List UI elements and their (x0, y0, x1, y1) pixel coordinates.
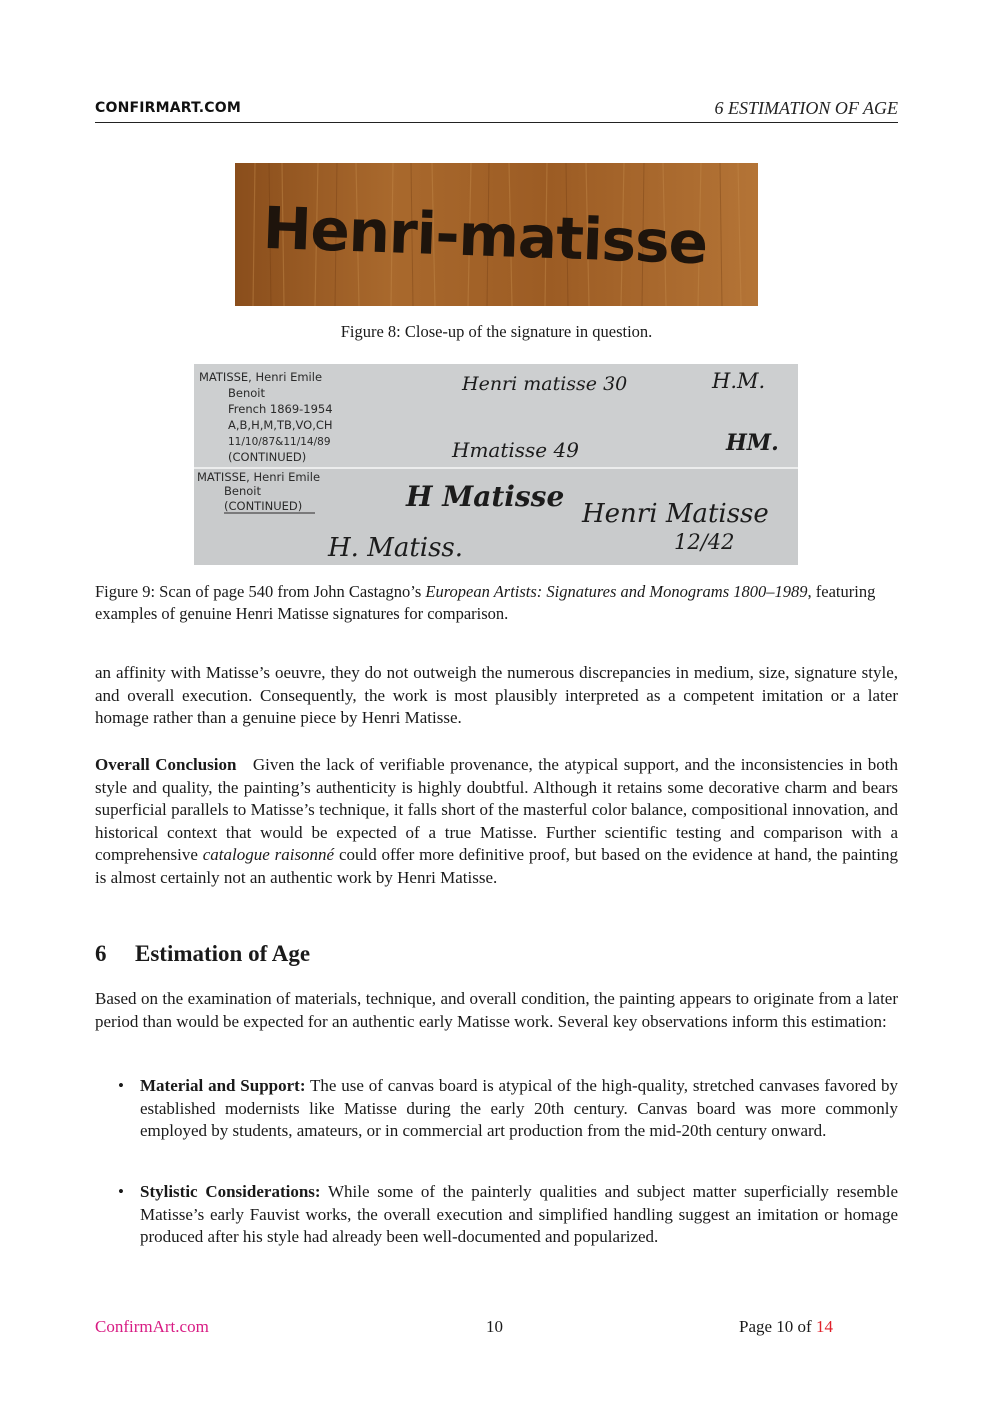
figure-9-caption-book-title: European Artists: Signatures and Monograms 1800–1989 (425, 582, 808, 601)
bullet-marker: • (118, 1076, 124, 1095)
signature-sample: HM. (726, 430, 779, 456)
signature-reference-scan-image (194, 364, 798, 565)
paragraph-emphasis: catalogue raisonné (202, 845, 335, 864)
header-section-title: 6 ESTIMATION OF AGE (714, 98, 898, 118)
running-header (95, 98, 898, 123)
header-logo: CONFIRMART.COM (95, 100, 242, 116)
card-top-line: (CONTINUED) (228, 450, 307, 464)
paragraph-text: could offer more definitive proof, but based on the evidence at hand, the painting is almost certainly not an authentic work by Henri Matisse. (95, 845, 898, 887)
paragraph-overall-conclusion (95, 754, 898, 889)
paragraph-continuation: an affinity with Matisse’s oeuvre, they do not outweigh the numerous discrepancies in medium, size, signature style, and overall execution. Consequently, the work is most plausibly interpreted as a competent imitation or a later homage rather than a genuine piece by Henri Matisse. (95, 663, 898, 727)
footer-page-number: 10 (486, 1317, 503, 1336)
section-title: Estimation of Age (135, 941, 311, 966)
bullet-label: Stylistic Considerations: (140, 1182, 321, 1201)
signature-sample: Henri Matisse (582, 499, 769, 529)
bullet-label: Material and Support: (140, 1076, 306, 1095)
footer-page-label: Page 10 of (739, 1317, 816, 1336)
card-bottom-line: MATISSE, Henri Emile (197, 470, 321, 484)
figure-9-caption-suffix: , featuring examples of genuine Henri Matisse signatures for comparison. (95, 582, 876, 623)
footer-page-count (739, 1317, 833, 1337)
footer-total-pages-link[interactable]: 14 (815, 1317, 833, 1336)
paragraph-intro: Based on the examination of materials, technique, and overall condition, the painting appears to originate from a later period than would be expected for an authentic early Matisse work. Several key observations inform this estimation: (95, 989, 898, 1031)
bullet-text: While some of the painterly qualities and subject matter superficially resemble Matisse’s early Fauvist works, the overall execution and simplified handling suggest an imitation or homage produced after his style had already been well-documented and popularized. (140, 1182, 898, 1246)
card-top-line: 11/10/87&11/14/89 (228, 436, 331, 448)
card-top-line: Benoit (228, 386, 265, 400)
card-top-line: A,B,H,M,TB,VO,CH (228, 418, 333, 432)
signature-sample: H Matisse (406, 480, 565, 513)
painted-signature-text: Henri-matisse (261, 193, 709, 278)
figure-9-caption-prefix: Figure 9: Scan of page 540 from John Castagno’s (95, 582, 426, 601)
bullet-item (118, 1075, 898, 1143)
card-bottom-line: (CONTINUED) (224, 499, 303, 513)
figure-9-caption (95, 581, 898, 625)
card-top-line: MATISSE, Henri Emile (199, 370, 323, 384)
figure-8-signature-photo (235, 163, 758, 306)
signature-sample: 12/42 (674, 530, 735, 554)
footer-site-link[interactable]: ConfirmArt.com (95, 1317, 209, 1336)
signature-sample: H.M. (712, 369, 766, 393)
paragraph-heading: Overall Conclusion (95, 755, 237, 774)
bullet-marker: • (118, 1182, 124, 1201)
card-bottom-line: Benoit (224, 484, 261, 498)
signature-closeup-image (235, 163, 758, 306)
signature-sample: Hmatisse 49 (452, 438, 579, 462)
figure-9-castagno-scan (194, 364, 798, 565)
section-heading (95, 941, 310, 967)
section-number: 6 (95, 941, 107, 966)
paragraph-text: Given the lack of verifiable provenance, the atypical support, and the inconsistencies in both style and quality, the painting’s authenticity is highly doubtful. Although it retains some decorative charm and bears superficial parallels to Matisse’s technique, it falls short of the masterful color balance, compositional innovation, and historical context that would be expected of a true Matisse. Further scientific testing and comparison with a comprehensive (95, 755, 898, 864)
signature-sample: Henri matisse 30 (462, 373, 628, 395)
signature-sample: H. Matiss. (328, 533, 464, 563)
bullet-text: The use of canvas board is atypical of the high-quality, stretched canvases favored by established modernists like Matisse during the early 20th century. Canvas board was more commonly employed by students, amateurs, or in commercial art production from the mid-20th century onward. (140, 1076, 898, 1140)
figure-8-caption: Figure 8: Close-up of the signature in question. (340, 322, 653, 341)
card-top-line: French 1869-1954 (228, 402, 333, 416)
bullet-item (118, 1181, 898, 1249)
